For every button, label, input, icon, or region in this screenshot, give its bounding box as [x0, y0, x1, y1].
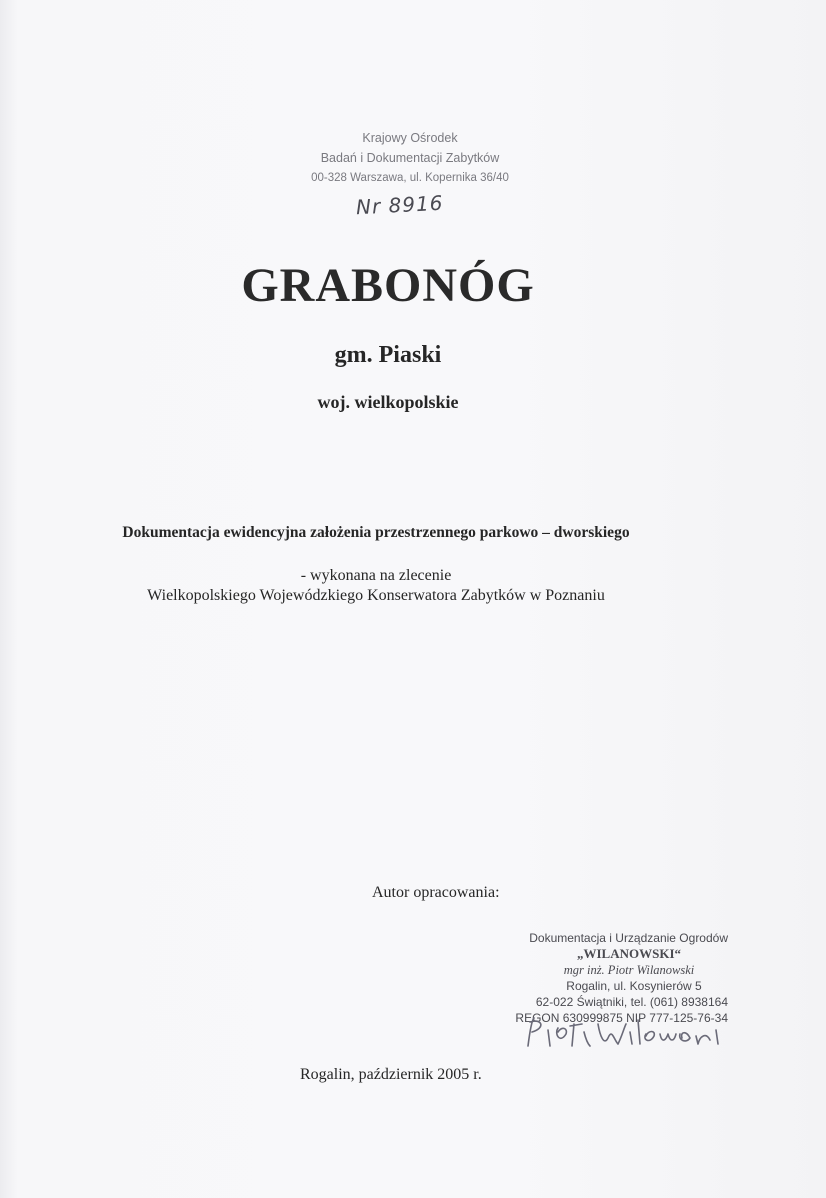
municipality: gm. Piaski — [334, 342, 442, 368]
page-title: GRABONÓG — [241, 259, 535, 312]
inventory-number: Nr 8916 — [355, 190, 445, 220]
author-address1: Rogalin, ul. Kosynierów 5 — [566, 979, 702, 993]
author-person: mgr inż. Piotr Wilanowski — [563, 963, 695, 977]
place-date: Rogalin, październik 2005 r. — [300, 1066, 482, 1083]
commission-line1: - wykonana na zlecenie — [300, 567, 452, 584]
author-label: Autor opracowania: — [372, 884, 500, 901]
voivodeship: woj. wielkopolskie — [317, 392, 459, 412]
document-type: Dokumentacja ewidencyjna założenia przestrzennego parkowo – dworskiego — [122, 524, 630, 541]
archive-stamp-line3: 00-328 Warszawa, ul. Kopernika 36/40 — [311, 172, 509, 184]
signature — [520, 1010, 730, 1058]
author-registry: REGON 630999875 NIP 777-125-76-34 — [515, 1011, 728, 1025]
commission-note — [0, 566, 752, 606]
archive-stamp-line2: Badań i Dokumentacji Zabytków — [320, 151, 500, 165]
archive-stamp-line1: Krajowy Ośrodek — [362, 131, 458, 145]
author-address2: 62-022 Świątniki, tel. (061) 8938164 — [535, 995, 728, 1009]
author-stamp-line1: Dokumentacja i Urządzanie Ogrodów — [529, 931, 728, 945]
archive-stamp — [260, 128, 560, 188]
commission-line2: Wielkopolskiego Wojewódzkiego Konserwatora Zabytków w Poznaniu — [147, 587, 605, 604]
author-company: „WILANOWSKI“ — [576, 946, 682, 961]
